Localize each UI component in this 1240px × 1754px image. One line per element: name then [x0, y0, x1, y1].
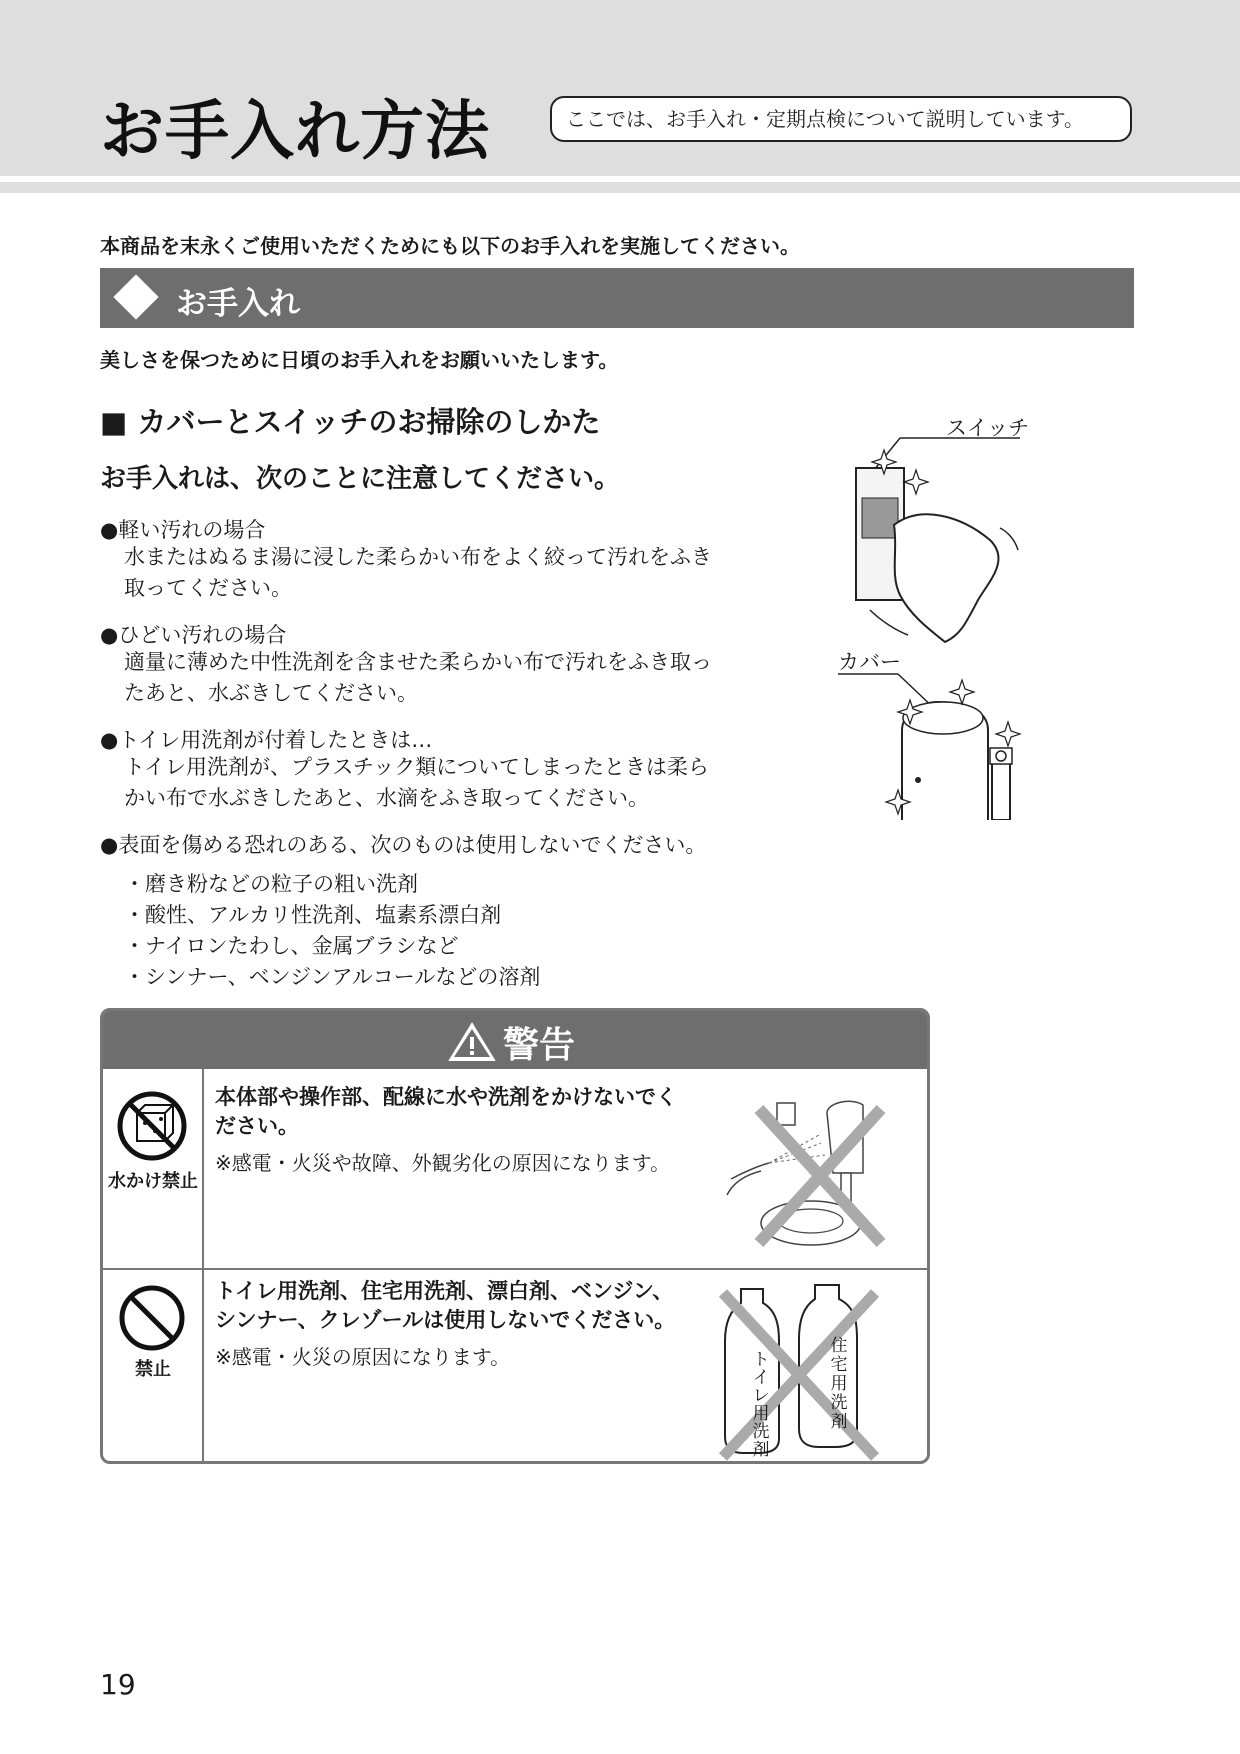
warning-row-text	[215, 1277, 675, 1335]
bottle-char: 洗	[752, 1422, 770, 1442]
bottle-char: 剤	[830, 1412, 848, 1432]
warning-box	[100, 1008, 930, 1464]
prohibited-item: ・ナイロンたわし、金属ブラシなど	[124, 934, 459, 958]
bottle-char: レ	[752, 1386, 770, 1406]
bullet-mark: ●	[100, 728, 119, 752]
bullet-item	[100, 514, 265, 544]
prohibited-item: ・シンナー、ベンジンアルコールなどの溶剤	[124, 965, 541, 989]
bottle-char: 住	[830, 1336, 848, 1356]
switch-cleaning-illustration	[840, 430, 1030, 650]
bullet-body	[124, 647, 712, 709]
header-note: ここでは、お手入れ・定期点検について説明しています。	[550, 96, 1132, 142]
bullet-line: トイレ用洗剤が、プラスチック類についてしまったときは柔ら	[124, 755, 709, 779]
switch-label: スイッチ	[946, 416, 1030, 440]
bullet-body	[124, 752, 709, 814]
bottle-char: 用	[752, 1404, 770, 1424]
page-number: 19	[100, 1668, 136, 1701]
page-title: お手入れ方法	[100, 95, 490, 169]
bullet-line: 水またはぬるま湯に浸した柔らかい布をよく絞って汚れをふき	[124, 545, 712, 569]
warning-column-divider	[202, 1069, 204, 1464]
bullet-item	[100, 619, 286, 649]
warning-line: トイレ用洗剤、住宅用洗剤、漂白剤、ベンジン、	[215, 1279, 674, 1303]
warning-line: 本体部や操作部、配線に水や洗剤をかけないでく	[215, 1085, 677, 1109]
prohibited-item: ・磨き粉などの粒子の粗い洗剤	[124, 872, 418, 896]
warning-note: ※感電・火災や故障、外観劣化の原因になります。	[215, 1151, 671, 1175]
subsection-heading: ■ カバーとスイッチのお掃除のしかた	[100, 405, 601, 439]
prohibited-label: 禁止	[135, 1359, 171, 1380]
bottle-char: イ	[752, 1368, 770, 1388]
bullet-mark: ●	[100, 623, 119, 647]
no-water-label: 水かけ禁止	[108, 1171, 198, 1192]
bullet-title: 表面を傷める恐れのある、次のものは使用しないでください。	[118, 833, 707, 857]
warning-title: 警告	[503, 1025, 576, 1066]
prohibited-icon	[117, 1283, 187, 1353]
bullet-mark: ●	[100, 833, 119, 857]
warning-line: シンナー、クレゾールは使用しないでください。	[215, 1308, 676, 1332]
bullet-title: ひどい汚れの場合	[118, 623, 287, 647]
water-spray-prohibited-illustration	[721, 1083, 911, 1253]
warning-row-text	[215, 1083, 677, 1141]
warning-triangle-icon	[447, 1021, 497, 1063]
no-water-icon	[115, 1089, 189, 1163]
bullet-title: トイレ用洗剤が付着したときは…	[118, 728, 433, 752]
section-title: お手入れ	[176, 286, 300, 322]
bullet-body	[124, 542, 712, 604]
bullet-line: たあと、水ぶきしてください。	[124, 681, 418, 705]
warning-row-divider	[103, 1268, 927, 1270]
detergent-prohibited-illustration	[715, 1281, 885, 1461]
intro-text: 本商品を末永くご使用いただくためにも以下のお手入れを実施してください。	[100, 234, 800, 258]
bottle-label-household	[829, 1337, 849, 1432]
warning-line: ださい。	[215, 1114, 299, 1138]
bullet-line: 適量に薄めた中性洗剤を含ませた柔らかい布で汚れをふき取っ	[124, 650, 712, 674]
bullet-item	[100, 724, 432, 754]
bottle-char: 剤	[752, 1440, 770, 1460]
bullet-line: かい布で水ぶきしたあと、水滴をふき取ってください。	[124, 786, 649, 810]
bullet-mark: ●	[100, 518, 119, 542]
cover-label: カバー	[838, 650, 901, 674]
bullet-item	[100, 829, 706, 859]
bottle-char: 洗	[830, 1393, 848, 1413]
bullet-title: 軽い汚れの場合	[118, 518, 266, 542]
warning-note: ※感電・火災の原因になります。	[215, 1345, 511, 1369]
bullet-line: 取ってください。	[124, 576, 292, 600]
cover-cleaning-illustration	[838, 660, 1038, 820]
bottle-char: 用	[830, 1374, 848, 1394]
caution-lead: お手入れは、次のことに注意してください。	[100, 464, 621, 494]
bottle-label-toilet	[751, 1351, 771, 1459]
prohibited-item: ・酸性、アルカリ性洗剤、塩素系漂白剤	[124, 903, 502, 927]
section-lead: 美しさを保つために日頃のお手入れをお願いいたします。	[100, 348, 619, 372]
bottle-char: ト	[752, 1350, 770, 1370]
bottle-char: 宅	[830, 1355, 848, 1375]
header-rule	[0, 182, 1240, 193]
